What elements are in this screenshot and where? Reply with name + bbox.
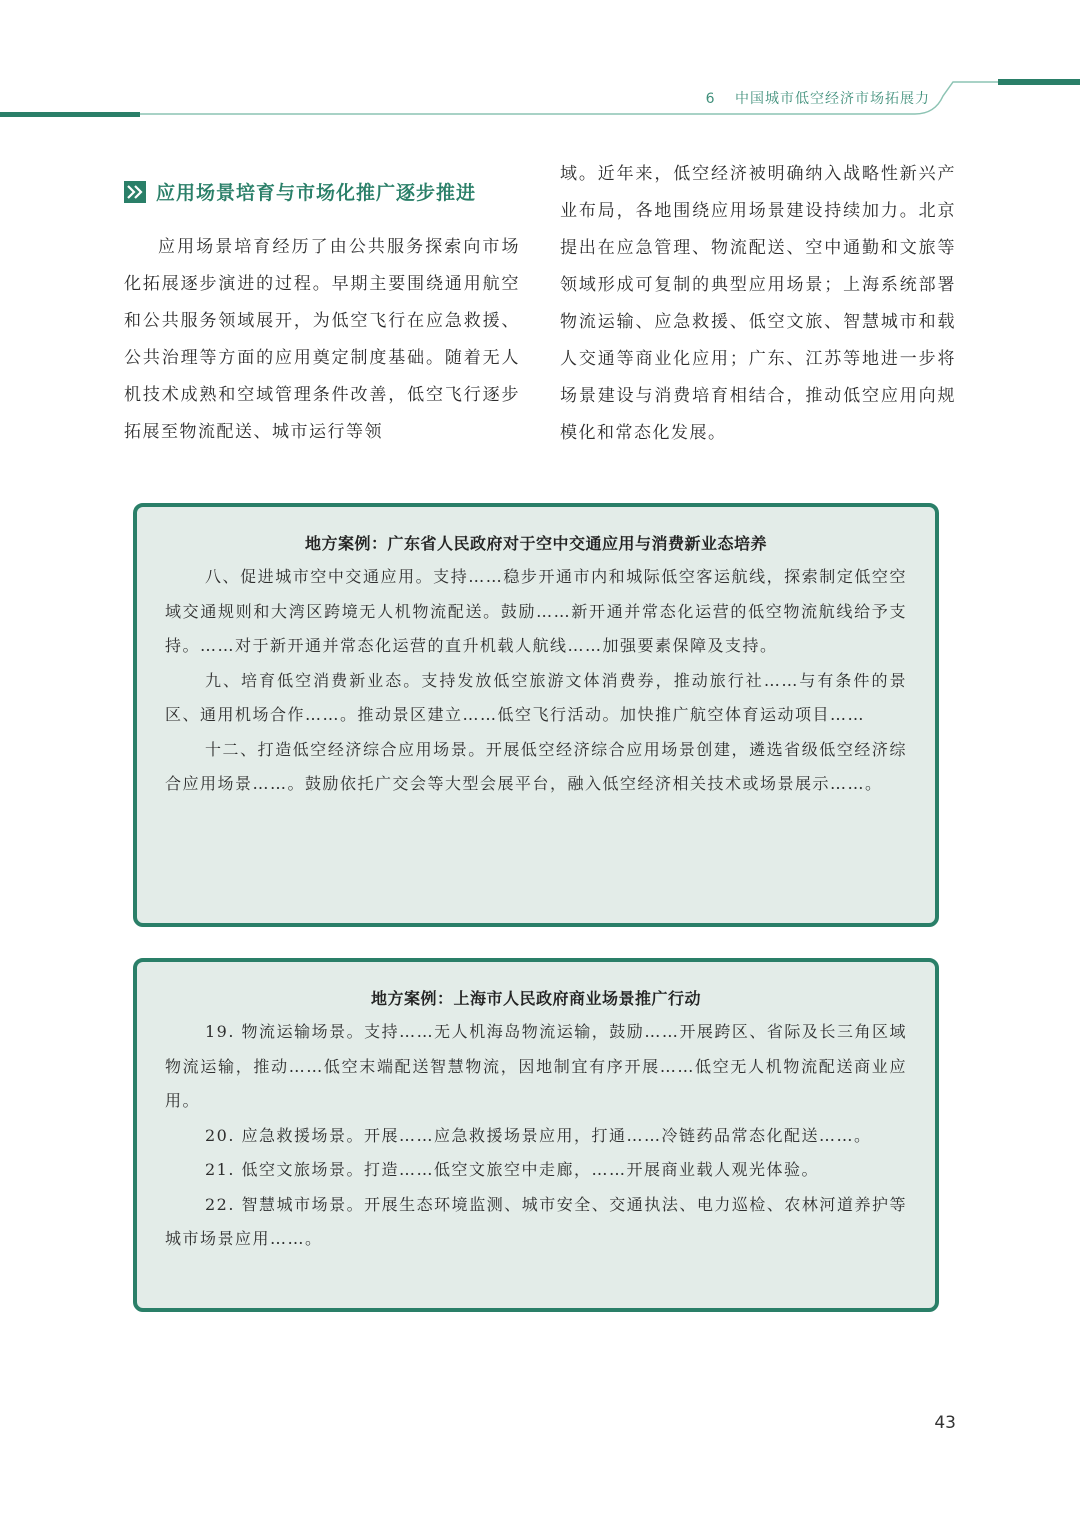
- case-paragraph: 十二、打造低空经济综合应用场景。开展低空经济综合应用场景创建，遴选省级低空经济综合应用场景……。鼓励依托广交会等大型会展平台，融入低空经济相关技术或场景展示……。: [165, 739, 907, 793]
- header-decoration: [0, 0, 1080, 130]
- section-heading: [124, 178, 544, 205]
- case-box-guangdong: [133, 503, 939, 927]
- case-paragraph: 20. 应急救援场景。开展……应急救援场景应用，打通……冷链药品常态化配送……。: [205, 1125, 872, 1145]
- case-box-title: 地方案例：上海市人民政府商业场景推广行动: [370, 989, 701, 1008]
- case-paragraph: 19. 物流运输场景。支持……无人机海岛物流运输，鼓励……开展跨区、省际及长三角区域物流运输，推动……低空末端配送智慧物流，因地制宜有序开展……低空无人机物流配送商业应用。: [165, 1022, 907, 1110]
- case-box-shanghai: [133, 958, 939, 1312]
- chapter-title: 中国城市低空经济市场拓展力: [735, 91, 930, 107]
- case-paragraph: 22. 智慧城市场景。开展生态环境监测、城市安全、交通执法、电力巡检、农林河道养护等城市场景应用……。: [165, 1194, 907, 1248]
- chapter-number: 6: [705, 91, 716, 107]
- body-paragraph-right: 域。近年来，低空经济被明确纳入战略性新兴产业布局，各地围绕应用场景建设持续加力。北京提出在应急管理、物流配送、空中通勤和文旅等领域形成可复制的典型应用场景；上海系统部署物流运输、应急救援、低空文旅、智慧城市和载人交通等商业化应用；广东、江苏等地进一步将场景建设与消费培育相结合，推动低空应用向规模化和常态化发展。: [560, 164, 956, 443]
- case-box-title: 地方案例：广东省人民政府对于空中交通应用与消费新业态培养: [304, 534, 767, 553]
- case-paragraph: 八、促进城市空中交通应用。支持……稳步开通市内和城际低空客运航线，探索制定低空空域交通规则和大湾区跨境无人机物流配送。鼓励……新开通并常态化运营的低空物流航线给予支持。……对于新开通并常态化运营的直升机载人航线……加强要素保障及支持。: [165, 567, 907, 655]
- section-heading-text: 应用场景培育与市场化推广逐步推进: [156, 182, 477, 204]
- running-header: [706, 88, 930, 108]
- page-number: 43: [934, 1413, 956, 1433]
- double-chevron-icon: [124, 181, 146, 203]
- body-paragraph-left: 应用场景培育经历了由公共服务探索向市场化拓展逐步演进的过程。早期主要围绕通用航空和公共服务领域展开，为低空飞行在应急救援、公共治理等方面的应用奠定制度基础。随着无人机技术成熟和空域管理条件改善，低空飞行逐步拓展至物流配送、城市运行等领: [124, 237, 520, 442]
- case-paragraph: 21. 低空文旅场景。打造……低空文旅空中走廊，……开展商业载人观光体验。: [205, 1160, 820, 1179]
- case-paragraph: 九、培育低空消费新业态。支持发放低空旅游文体消费券，推动旅行社……与有条件的景区、通用机场合作……。推动景区建立……低空飞行活动。加快推广航空体育运动项目……: [165, 670, 907, 724]
